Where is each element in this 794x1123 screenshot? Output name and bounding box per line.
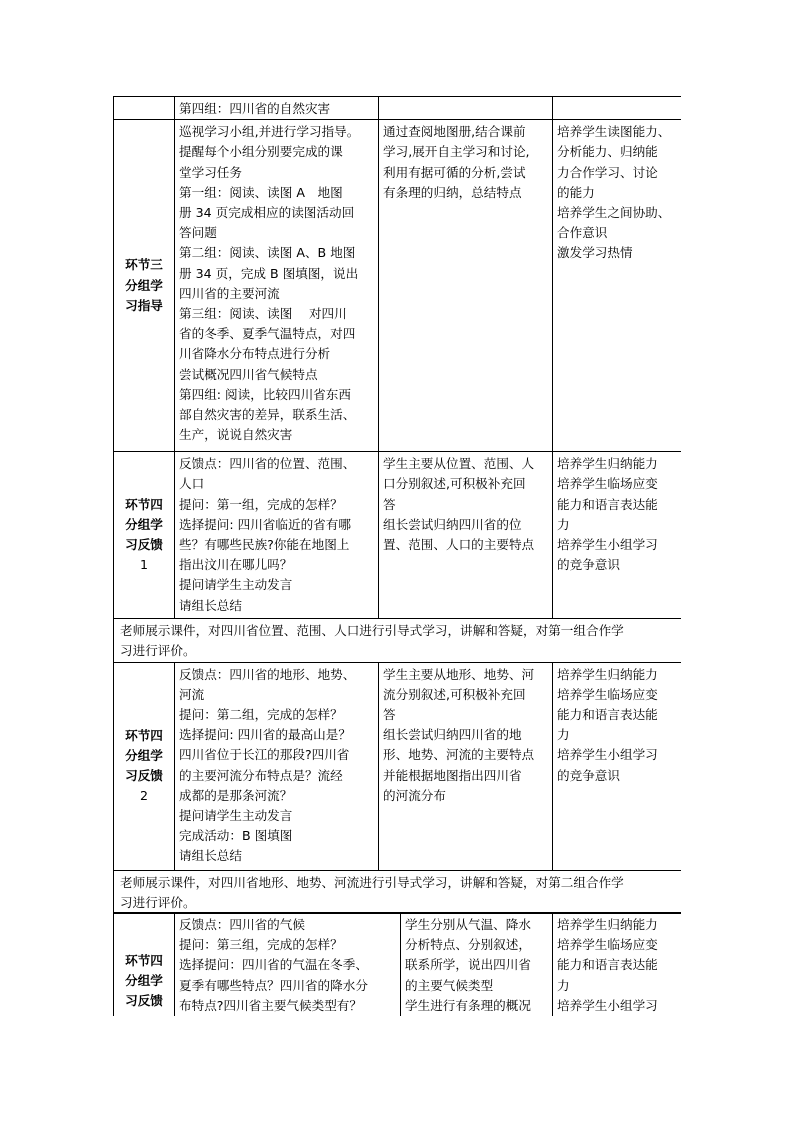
header-line: 环节四 bbox=[125, 953, 163, 968]
header-line: 习反馈 bbox=[125, 768, 163, 784]
text-line: 答 bbox=[383, 496, 396, 512]
text-line: 尝试概况四川省气候特点 bbox=[179, 366, 318, 382]
header-line: 2 bbox=[139, 788, 148, 804]
text-line: 力合作学习、讨论 bbox=[557, 164, 658, 180]
text-line: 培养学生归纳能力 bbox=[557, 917, 658, 932]
text-line: 能力和语言表达能 bbox=[557, 707, 658, 723]
section4-3-design-intent bbox=[553, 913, 682, 1017]
text-line: 提问：第一组，完成的怎样？ bbox=[179, 496, 343, 512]
text-line: 培养学生小组学习 bbox=[557, 537, 658, 553]
text-line: 组长尝试归纳四川省的地 bbox=[383, 727, 522, 743]
header-line: 习反馈 bbox=[125, 537, 163, 553]
text-line: 培养学生临场应变 bbox=[557, 937, 658, 953]
text-line: 选择提问：四川省的气温在冬季、 bbox=[179, 957, 368, 973]
table-row-section4-3 bbox=[114, 913, 682, 1017]
section4-2-teacher-activity bbox=[175, 662, 379, 870]
text-line: 分析特点、分别叙述， bbox=[405, 937, 531, 953]
text-line: 第二组：阅读、读图 A、B 地图 bbox=[179, 245, 356, 261]
text-line: 学生分别从气温、降水 bbox=[405, 917, 531, 932]
text-line: 培养学生归纳能力 bbox=[557, 666, 658, 682]
text-line: 能力和语言表达能 bbox=[557, 957, 658, 973]
text-line: 河流 bbox=[179, 686, 205, 702]
text-line: 能力和语言表达能 bbox=[557, 496, 658, 512]
text-line: 四川省的主要河流 bbox=[179, 285, 280, 301]
text-line: 激发学习热情 bbox=[557, 245, 633, 261]
text-line: 选择提问: 四川省的最高山是？ bbox=[179, 727, 351, 743]
text-line: 置、范围、人口的主要特点 bbox=[383, 537, 535, 553]
header-line: 分组学 bbox=[125, 747, 163, 763]
section4-1-header bbox=[114, 452, 175, 619]
text-line: 完成活动：B 图填图 bbox=[179, 828, 293, 844]
text-line: 培养学生小组学习 bbox=[557, 997, 658, 1013]
text-line: 分析能力、归纳能 bbox=[557, 144, 658, 160]
text-line: 形、地势、河流的主要特点 bbox=[383, 747, 535, 763]
text-line: 有条理的归纳，总结特点 bbox=[383, 184, 522, 200]
text-line: 请组长总结 bbox=[179, 848, 242, 864]
text-line: 人口 bbox=[179, 476, 205, 492]
cell-group4-task: 第四组：四川省的自然灾害 bbox=[175, 97, 379, 120]
section4-2-student-activity bbox=[379, 662, 553, 870]
text-line: 利用有据可循的分析,尝试 bbox=[383, 164, 526, 180]
text-line: 巡视学习小组,并进行学习指导。 bbox=[179, 124, 360, 140]
text-line: 提问：第三组，完成的怎样？ bbox=[179, 937, 343, 953]
header-line: 环节四 bbox=[125, 727, 163, 743]
section4-1-design-intent bbox=[553, 452, 682, 619]
text-line: 合作意识 bbox=[557, 225, 608, 241]
summary1-cell bbox=[114, 619, 682, 662]
text-line: 学生主要从位置、范围、人 bbox=[383, 456, 535, 472]
text-line: 提问：第二组，完成的怎样？ bbox=[179, 707, 343, 723]
text-line: 培养学生临场应变 bbox=[557, 476, 658, 492]
table-row-section3 bbox=[114, 120, 682, 452]
text-line: 夏季有哪些特点？四川省的降水分 bbox=[179, 977, 368, 993]
text-line: 口分别叙述,可积极补充回 bbox=[383, 476, 526, 492]
lesson-plan-table-continued bbox=[113, 912, 681, 1016]
text-line: 的能力 bbox=[557, 184, 595, 200]
table-row-section4-2 bbox=[114, 662, 682, 870]
cell-empty bbox=[114, 97, 175, 120]
header-line: 习反馈 bbox=[125, 993, 163, 1009]
text-line: 的河流分布 bbox=[383, 787, 446, 803]
text-line: 通过查阅地图册,结合课前 bbox=[383, 124, 526, 140]
section4-3-student-activity bbox=[401, 913, 553, 1017]
text-line: 提问请学生主动发言 bbox=[179, 577, 293, 593]
text-line: 力 bbox=[557, 727, 570, 743]
section3-student-activity bbox=[379, 120, 553, 452]
text-line: 选择提问: 四川省临近的省有哪 bbox=[179, 516, 351, 532]
section4-3-teacher-activity bbox=[175, 913, 401, 1017]
text-line: 四川省位于长江的那段?四川省 bbox=[179, 747, 350, 763]
text-line: 第一组：阅读、读图 A 地图 bbox=[179, 184, 343, 200]
table-row-section4-1 bbox=[114, 452, 682, 619]
text-line: 省的冬季、夏季气温特点，对四 bbox=[179, 326, 356, 342]
text-line: 培养学生临场应变 bbox=[557, 686, 658, 702]
text-line: 培养学生读图能力、 bbox=[557, 124, 671, 140]
text-line: 第四组: 阅读，比较四川省东西 bbox=[179, 386, 351, 402]
lesson-plan-table bbox=[113, 96, 681, 914]
text-line: 指出汶川在哪儿吗？ bbox=[179, 557, 293, 573]
header-line: 习指导 bbox=[125, 297, 163, 313]
table-row-summary1 bbox=[114, 619, 682, 662]
header-line: 分组学 bbox=[125, 973, 163, 989]
text-line: 反馈点：四川省的气候 bbox=[179, 917, 305, 932]
section3-design-intent bbox=[553, 120, 682, 452]
summary2-cell bbox=[114, 870, 682, 913]
text-line: 老师展示课件，对四川省位置、范围、人口进行引导式学习，讲解和答疑，对第一组合作学 bbox=[120, 623, 624, 639]
section4-2-header bbox=[114, 662, 175, 870]
section4-1-student-activity bbox=[379, 452, 553, 619]
header-line: 环节四 bbox=[125, 496, 163, 512]
section3-header bbox=[114, 120, 175, 452]
text-line: 提醒每个小组分别要完成的课 bbox=[179, 144, 343, 160]
text-line: 部自然灾害的差异，联系生活、 bbox=[179, 407, 356, 423]
text-line: 学习,展开自主学习和讨论, bbox=[383, 144, 530, 160]
text-line: 答 bbox=[383, 707, 396, 723]
text-line: 提问请学生主动发言 bbox=[179, 808, 293, 824]
header-line: 1 bbox=[139, 557, 148, 573]
cell-empty bbox=[379, 97, 553, 120]
text-line: 习进行评价。 bbox=[120, 643, 196, 659]
section4-2-design-intent bbox=[553, 662, 682, 870]
text-line: 反馈点：四川省的位置、范围、 bbox=[179, 456, 356, 472]
table-row-summary2 bbox=[114, 870, 682, 913]
section4-1-teacher-activity bbox=[175, 452, 379, 619]
section3-teacher-activity bbox=[175, 120, 379, 452]
text-line: 册 34 页，完成 B 图填图，说出 bbox=[179, 265, 359, 281]
text-line: 的主要河流分布特点是？流经 bbox=[179, 767, 343, 783]
text-line: 些？有哪些民族?你能在地图上 bbox=[179, 537, 350, 553]
text-line: 册 34 页完成相应的读图活动回 bbox=[179, 205, 355, 221]
text-line: 老师展示课件，对四川省地形、地势、河流进行引导式学习，讲解和答疑，对第二组合作学 bbox=[120, 874, 624, 890]
text-line: 学生主要从地形、地势、河 bbox=[383, 666, 535, 682]
text-line: 成都的是那条河流？ bbox=[179, 787, 293, 803]
text-line: 培养学生之间协助、 bbox=[557, 205, 671, 221]
header-line: 分组学 bbox=[125, 517, 163, 532]
text-line: 流分别叙述,可积极补充回 bbox=[383, 686, 526, 702]
text-line: 反馈点：四川省的地形、地势、 bbox=[179, 666, 356, 682]
text-line: 堂学习任务 bbox=[179, 164, 242, 180]
text-line: 生产，说说自然灾害 bbox=[179, 427, 293, 443]
text-line: 的主要气候类型 bbox=[405, 977, 494, 993]
header-line: 分组学 bbox=[125, 277, 163, 293]
text-line: 习进行评价。 bbox=[120, 894, 196, 910]
text-line: 布特点?四川省主要气候类型有？ bbox=[179, 997, 362, 1013]
text-line: 川省降水分布特点进行分析 bbox=[179, 346, 331, 362]
table-row-group4-task bbox=[114, 97, 682, 120]
text-line: 的竞争意识 bbox=[557, 557, 620, 573]
text-line: 第三组：阅读、读图 对四川 bbox=[179, 306, 347, 322]
lesson-plan-table-frame bbox=[113, 96, 681, 1016]
text-line: 联系所学，说出四川省 bbox=[405, 957, 531, 973]
text-line: 的竞争意识 bbox=[557, 767, 620, 783]
text-line: 请组长总结 bbox=[179, 597, 242, 613]
cell-empty bbox=[553, 97, 682, 120]
section4-3-header bbox=[114, 913, 175, 1017]
text-line: 培养学生小组学习 bbox=[557, 747, 658, 763]
text-line: 培养学生归纳能力 bbox=[557, 456, 658, 472]
text-line: 答问题 bbox=[179, 225, 217, 241]
text-line: 学生进行有条理的概况 bbox=[405, 997, 531, 1013]
text-line: 力 bbox=[557, 516, 570, 532]
header-line: 环节三 bbox=[125, 257, 163, 273]
text-line: 并能根据地图指出四川省 bbox=[383, 767, 522, 783]
text-line: 力 bbox=[557, 977, 570, 993]
text-line: 组长尝试归纳四川省的位 bbox=[383, 516, 522, 532]
